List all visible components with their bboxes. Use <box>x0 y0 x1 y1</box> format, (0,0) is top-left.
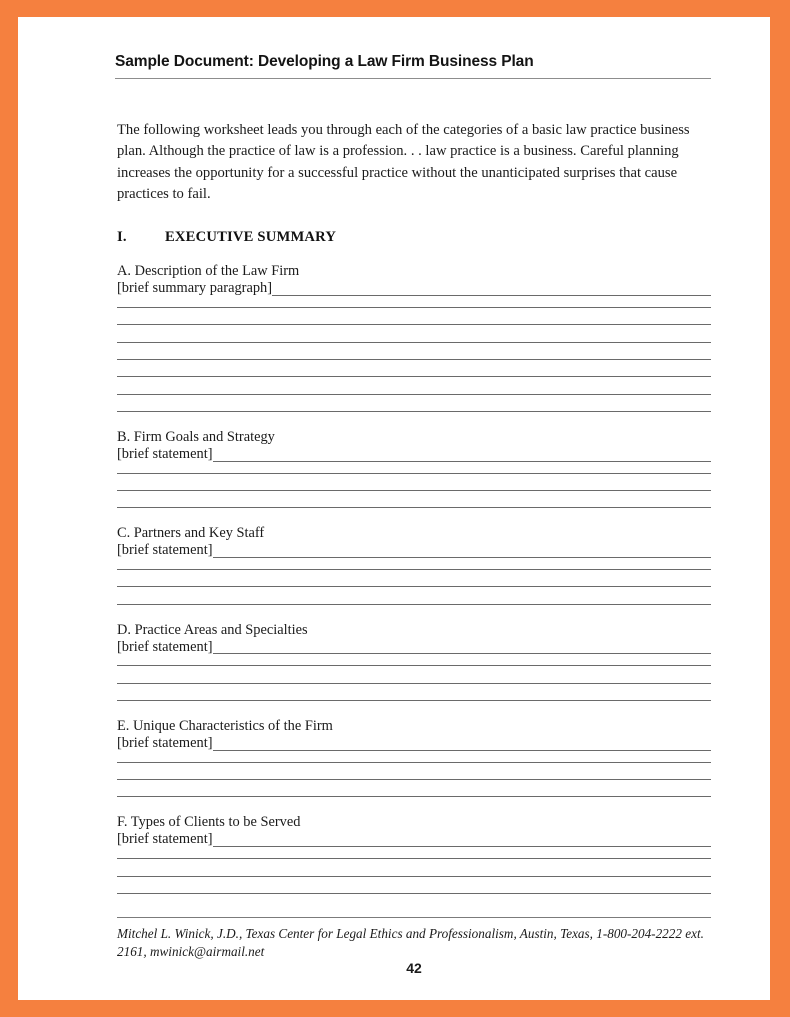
prompt-label: [brief statement] <box>117 445 213 462</box>
answer-lines-group <box>117 473 711 509</box>
answer-write-in-line[interactable] <box>117 342 711 343</box>
section-heading-executive-summary <box>117 229 711 246</box>
intro-paragraph: The following worksheet leads you through each of the categories of a basic law practice business plan. Although the practice of law is a profession. . . law practice is a business. Careful planning increases the opportunity for a successful practice without the unanticipated surprises that cause practices to fail. <box>117 122 690 202</box>
section-numeral: I. <box>117 229 127 246</box>
prompt-label: [brief statement] <box>117 542 213 559</box>
footer-attribution: Mitchel L. Winick, J.D., Texas Center for Legal Ethics and Professionalism, Austin, Texas, 1-800-204-2222 ext. 2161, mwinick@airmail.net <box>117 925 704 960</box>
answer-write-in-line[interactable] <box>117 796 711 797</box>
answer-write-in-line[interactable] <box>117 569 711 570</box>
answer-lines-group <box>117 569 711 605</box>
worksheet-sections <box>98 263 711 894</box>
answer-lines-group <box>117 858 711 894</box>
title-underline-rule <box>115 78 711 79</box>
worksheet-section <box>117 429 711 508</box>
answer-write-in-line[interactable] <box>117 473 711 474</box>
worksheet-section <box>117 814 711 893</box>
answer-lines-group <box>117 762 711 798</box>
answer-write-in-line[interactable] <box>117 683 711 684</box>
answer-write-in-line[interactable] <box>213 846 712 847</box>
page-number: 42 <box>406 959 422 976</box>
answer-write-in-line[interactable] <box>117 376 711 377</box>
footer-separator-rule <box>117 917 711 918</box>
answer-write-in-line[interactable] <box>117 604 711 605</box>
section-title: B. Firm Goals and Strategy <box>117 428 275 445</box>
worksheet-section <box>117 263 711 412</box>
answer-write-in-line[interactable] <box>117 779 711 780</box>
answer-write-in-line[interactable] <box>117 394 711 395</box>
answer-write-in-line[interactable] <box>117 893 711 894</box>
answer-write-in-line[interactable] <box>213 653 712 654</box>
worksheet-section <box>117 718 711 797</box>
answer-write-in-line[interactable] <box>272 295 711 296</box>
answer-write-in-line[interactable] <box>117 700 711 701</box>
answer-write-in-line[interactable] <box>117 507 711 508</box>
worksheet-section <box>117 525 711 604</box>
page-footer <box>117 917 711 976</box>
answer-write-in-line[interactable] <box>117 359 711 360</box>
section-title: E. Unique Characteristics of the Firm <box>117 718 333 735</box>
prompt-row <box>117 736 711 753</box>
prompt-label: [brief statement] <box>117 638 213 655</box>
section-title: F. Types of Clients to be Served <box>117 814 301 831</box>
prompt-label: [brief statement] <box>117 735 213 752</box>
document-body <box>98 53 711 976</box>
section-title: D. Practice Areas and Specialties <box>117 621 308 638</box>
prompt-row <box>117 281 711 298</box>
prompt-label: [brief summary paragraph] <box>117 280 273 297</box>
answer-write-in-line[interactable] <box>213 750 712 751</box>
answer-write-in-line[interactable] <box>117 490 711 491</box>
answer-write-in-line[interactable] <box>213 557 712 558</box>
worksheet-section <box>117 622 711 701</box>
answer-write-in-line[interactable] <box>117 324 711 325</box>
section-title: A. Description of the Law Firm <box>117 263 300 280</box>
answer-lines-group <box>117 665 711 701</box>
answer-write-in-line[interactable] <box>117 665 711 666</box>
answer-write-in-line[interactable] <box>117 586 711 587</box>
answer-write-in-line[interactable] <box>117 307 711 308</box>
answer-write-in-line[interactable] <box>117 876 711 877</box>
answer-write-in-line[interactable] <box>213 461 712 462</box>
answer-write-in-line[interactable] <box>117 411 711 412</box>
section-heading-label: EXECUTIVE SUMMARY <box>165 229 337 246</box>
prompt-row <box>117 543 711 560</box>
prompt-row <box>117 640 711 657</box>
section-title: C. Partners and Key Staff <box>117 525 265 542</box>
answer-write-in-line[interactable] <box>117 762 711 763</box>
answer-write-in-line[interactable] <box>117 858 711 859</box>
document-page <box>18 17 770 1000</box>
answer-lines-group <box>117 307 711 412</box>
prompt-row <box>117 832 711 849</box>
page-title: Sample Document: Developing a Law Firm Business Plan <box>115 53 534 70</box>
prompt-label: [brief statement] <box>117 831 213 848</box>
prompt-row <box>117 447 711 464</box>
